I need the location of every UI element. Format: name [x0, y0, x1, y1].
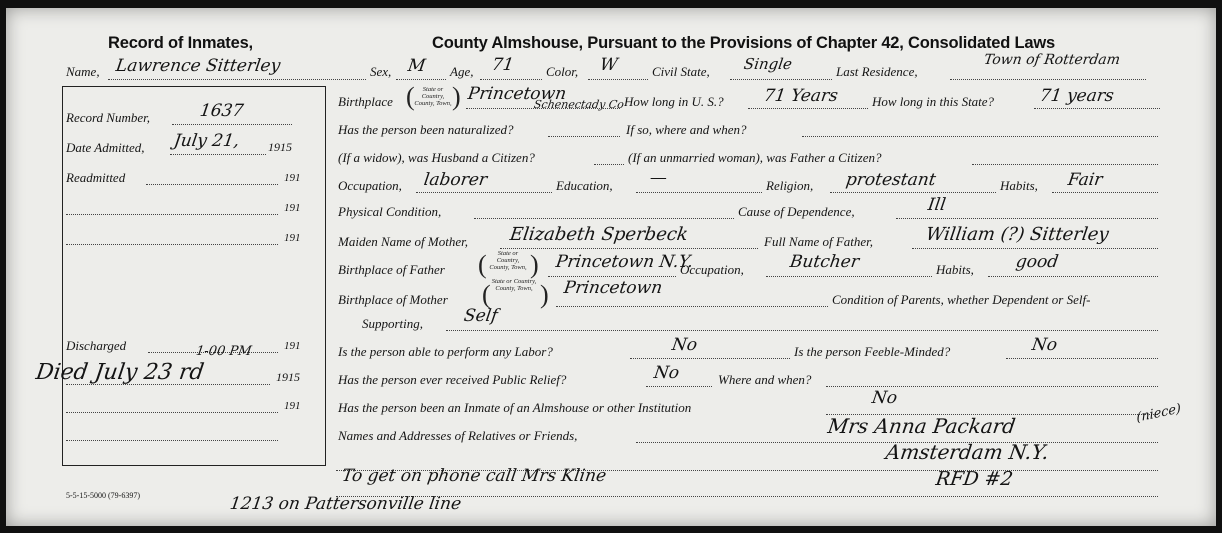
- label-naturalized: Has the person been naturalized?: [338, 122, 514, 137]
- footer-code: 5-5-15-5000 (79-6397): [66, 491, 140, 500]
- value-state-years: 71 years: [1038, 86, 1116, 106]
- label-physical: Physical Condition,: [338, 204, 442, 219]
- label-age: Age,: [450, 64, 474, 79]
- value-supporting: Self: [462, 306, 499, 326]
- label-discharged: Discharged: [66, 338, 127, 353]
- label-habits: Habits,: [1000, 178, 1038, 193]
- value-bp-father: Princetown N.Y.: [554, 252, 695, 272]
- value-father-habits: good: [1014, 252, 1060, 272]
- label-birthplace: Birthplace: [338, 94, 393, 109]
- label-date-admitted: Date Admitted,: [66, 140, 145, 155]
- year-readmitted-2: 191: [284, 202, 301, 214]
- value-bp-mother: Princetown: [562, 278, 664, 298]
- value-birthplace-county: Schenectady Co: [533, 98, 625, 111]
- label-father-occupation: Occupation,: [680, 262, 744, 277]
- label-labor: Is the person able to perform any Labor?: [338, 344, 553, 359]
- title-left: Record of Inmates,: [108, 34, 253, 52]
- value-feeble: No: [1030, 335, 1059, 355]
- year-discharged: 191: [284, 340, 301, 352]
- value-inmate: No: [870, 388, 899, 408]
- value-sex: M: [406, 56, 427, 76]
- value-habits: Fair: [1066, 170, 1104, 190]
- label-how-long-us: How long in U. S.?: [624, 94, 724, 109]
- value-name: Lawrence Sitterley: [114, 56, 282, 76]
- value-relief: No: [652, 363, 681, 383]
- value-died-time: 1-00 PM: [194, 344, 253, 359]
- value-relative-name: Mrs Anna Packard: [826, 414, 1017, 438]
- label-how-long-state: How long in this State?: [872, 94, 995, 109]
- label-unmarried: (If an unmarried woman), was Father a Citizen?: [628, 150, 882, 165]
- year-admitted: 1915: [268, 140, 292, 154]
- value-note-1: To get on phone call Mrs Kline: [340, 466, 608, 486]
- label-cause: Cause of Dependence,: [738, 204, 855, 219]
- value-father-occupation: Butcher: [788, 252, 861, 272]
- label-relief: Has the person ever received Public Relief?: [338, 372, 567, 387]
- label-bp-father: Birthplace of Father: [338, 262, 445, 277]
- value-us-years: 71 Years: [762, 86, 840, 106]
- value-relative-city: Amsterdam N.Y.: [884, 440, 1051, 464]
- label-inmate: Has the person been an Inmate of an Almshouse or other Institution: [338, 400, 692, 415]
- value-last-residence: Town of Rotterdam: [982, 52, 1122, 68]
- value-education: —: [648, 168, 669, 188]
- label-condition: Condition of Parents, whether Dependent or Self-: [832, 292, 1091, 307]
- place-hint-father: State or Country, County, Town,: [489, 250, 527, 271]
- value-age: 71: [490, 55, 516, 75]
- value-labor: No: [670, 335, 699, 355]
- value-died: Died July 23 rd: [34, 360, 206, 385]
- value-record-number: 1637: [198, 101, 245, 121]
- label-widow: (If a widow), was Husband a Citizen?: [338, 150, 535, 165]
- label-civil-state: Civil State,: [652, 64, 710, 79]
- label-bp-mother: Birthplace of Mother: [338, 292, 448, 307]
- label-last-residence: Last Residence,: [836, 64, 918, 79]
- label-occupation: Occupation,: [338, 178, 402, 193]
- label-religion: Religion,: [766, 178, 814, 193]
- place-hint-mother: State or Country, County, Town,: [491, 278, 537, 292]
- value-birthplace: Princetown: [466, 84, 568, 104]
- label-name: Name,: [66, 64, 100, 79]
- label-record-number: Record Number,: [66, 110, 151, 125]
- label-relatives: Names and Addresses of Relatives or Friends,: [338, 428, 578, 443]
- year-died: 1915: [276, 370, 300, 384]
- value-cause: Ill: [926, 195, 947, 215]
- value-color: W: [598, 55, 619, 75]
- label-maiden-mother: Maiden Name of Mother,: [338, 234, 468, 249]
- label-color: Color,: [546, 64, 579, 79]
- value-relative-rfd: RFD #2: [934, 468, 1015, 490]
- value-religion: protestant: [844, 170, 938, 190]
- label-where-when: If so, where and when?: [626, 122, 747, 137]
- place-hint-birthplace: State or Country, County, Town,: [414, 86, 452, 107]
- value-father: William (?) Sitterley: [924, 224, 1111, 245]
- year-readmitted-3: 191: [284, 232, 301, 244]
- value-date-admitted: July 21,: [172, 131, 241, 151]
- label-readmitted: Readmitted: [66, 170, 126, 185]
- label-feeble: Is the person Feeble-Minded?: [794, 344, 951, 359]
- value-maiden-mother: Elizabeth Sperbeck: [508, 224, 690, 245]
- year-readmitted-1: 191: [284, 172, 301, 184]
- title-right: County Almshouse, Pursuant to the Provisions of Chapter 42, Consolidated Laws: [432, 34, 1055, 52]
- label-relief-where: Where and when?: [718, 372, 812, 387]
- value-civil-state: Single: [742, 55, 794, 73]
- label-father-habits: Habits,: [936, 262, 974, 277]
- label-education: Education,: [556, 178, 613, 193]
- label-sex: Sex,: [370, 64, 392, 79]
- value-occupation: laborer: [422, 170, 489, 190]
- value-note-2: 1213 on Pattersonville line: [228, 494, 463, 514]
- label-supporting: Supporting,: [362, 316, 424, 331]
- year-discharged-2: 191: [284, 400, 301, 412]
- label-full-father: Full Name of Father,: [764, 234, 874, 249]
- value-relative-note: (niece): [1135, 401, 1182, 426]
